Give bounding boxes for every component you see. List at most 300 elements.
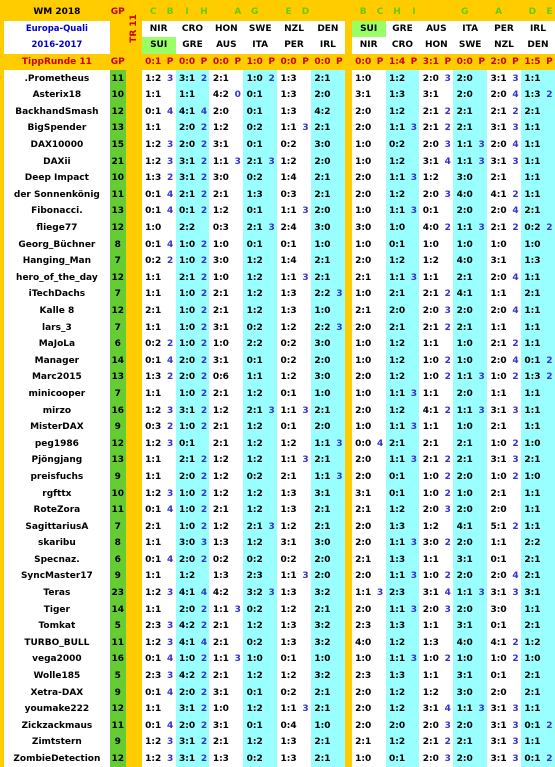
tip-points: [408, 153, 419, 170]
tip-score: 1:2: [209, 485, 232, 502]
tip-score: 2:1: [419, 104, 442, 121]
tip-score: 0:2: [277, 352, 300, 369]
spacer: [126, 435, 142, 452]
tip-score: 1:0: [209, 336, 232, 353]
team-home: PER: [487, 21, 521, 38]
tip-points: [510, 684, 521, 701]
tip-points: 3: [408, 568, 419, 585]
player-name: Pjöngjang: [4, 452, 110, 469]
tip-score: 2:1: [453, 734, 476, 751]
tip-score: 1:2: [142, 585, 165, 602]
spacer: [345, 386, 352, 403]
tip-score: 1:0: [243, 70, 266, 87]
tip-score: 3:1: [453, 552, 476, 569]
tip-score: 4:1: [487, 635, 510, 652]
tip-score: 1:1: [521, 518, 544, 535]
tip-points: [476, 87, 487, 104]
tip-points: [476, 70, 487, 87]
tip-points: [544, 236, 555, 253]
spacer: [345, 303, 352, 320]
spacer: [345, 286, 352, 303]
tip-score: 2:1: [209, 435, 232, 452]
tip-points: [544, 601, 555, 618]
tip-points: [232, 568, 243, 585]
tip-points: 2: [198, 319, 209, 336]
tip-score: 2:1: [311, 70, 334, 87]
player-name: MisterDAX: [4, 419, 110, 436]
tip-points: [266, 568, 277, 585]
result-score: 0:0: [277, 54, 300, 71]
tip-points: [510, 286, 521, 303]
tip-score: 0:1: [521, 751, 544, 767]
spacer: [345, 120, 352, 137]
tip-score: 2:1: [453, 319, 476, 336]
tip-points: 2: [165, 419, 176, 436]
tip-points: 3: [334, 286, 345, 303]
tip-score: 2:1: [209, 734, 232, 751]
player-name: minicooper: [4, 386, 110, 403]
tip-points: [266, 286, 277, 303]
spacer: [345, 469, 352, 486]
tip-score: 1:1: [176, 87, 199, 104]
tip-points: 2: [544, 751, 555, 767]
tip-score: 1:1: [142, 319, 165, 336]
tip-points: 3: [442, 137, 453, 154]
tip-score: 1:1: [419, 336, 442, 353]
tip-points: 2: [198, 552, 209, 569]
table-row: [4, 684, 555, 701]
tip-points: [266, 319, 277, 336]
spacer: [126, 270, 142, 287]
tip-points: [375, 153, 386, 170]
table-row: [4, 568, 555, 585]
team-away: GRE: [176, 37, 210, 54]
tip-score: 1:0: [419, 651, 442, 668]
player-points: 7: [110, 286, 126, 303]
tip-points: [375, 137, 386, 154]
tip-score: 0:1: [142, 552, 165, 569]
spacer: [126, 203, 142, 220]
tip-score: 1:1: [142, 601, 165, 618]
tip-points: [334, 601, 345, 618]
tip-score: 1:1: [521, 402, 544, 419]
tip-score: 2:1: [487, 419, 510, 436]
tip-points: [266, 452, 277, 469]
spacer: [345, 21, 352, 38]
tip-points: [408, 485, 419, 502]
spacer: [126, 701, 142, 718]
tip-score: 1:1: [521, 734, 544, 751]
tip-points: [544, 684, 555, 701]
tip-points: [232, 618, 243, 635]
points-header: P: [334, 54, 345, 71]
spacer: [345, 518, 352, 535]
table-row: [4, 170, 555, 187]
tip-points: 2: [442, 369, 453, 386]
table-row: [4, 253, 555, 270]
tip-score: 1:2: [243, 419, 266, 436]
spacer: [345, 635, 352, 652]
tip-points: 3: [510, 734, 521, 751]
tip-points: [476, 668, 487, 685]
tip-points: [476, 435, 487, 452]
tip-score: 1:0: [209, 701, 232, 718]
tip-score: 0:1: [277, 651, 300, 668]
tip-score: 1:0: [453, 485, 476, 502]
player-points: 13: [110, 369, 126, 386]
tip-points: [334, 485, 345, 502]
tip-score: 2:1: [521, 203, 544, 220]
tip-score: 1:1: [209, 601, 232, 618]
table-row: [4, 618, 555, 635]
player-points: 13: [110, 452, 126, 469]
tip-points: [544, 286, 555, 303]
tip-score: 1:0: [176, 419, 199, 436]
tip-score: 1:0: [352, 751, 375, 767]
tip-points: [300, 187, 311, 204]
tip-points: [266, 203, 277, 220]
spacer: [126, 70, 142, 87]
tip-score: 1:2: [243, 701, 266, 718]
player-points: 11: [110, 502, 126, 519]
tip-points: [334, 502, 345, 519]
tip-score: 3:1: [352, 485, 375, 502]
tip-points: [476, 270, 487, 287]
tip-score: 1:1: [386, 203, 409, 220]
tip-points: [408, 220, 419, 237]
tip-points: [375, 485, 386, 502]
tip-points: [300, 485, 311, 502]
tip-score: 2:1: [176, 452, 199, 469]
tip-points: [165, 518, 176, 535]
tip-points: 2: [442, 568, 453, 585]
tip-points: [266, 668, 277, 685]
tip-points: 2: [198, 369, 209, 386]
tip-points: [375, 253, 386, 270]
tip-score: 1:0: [487, 236, 510, 253]
tip-score: 3:0: [487, 601, 510, 618]
tip-score: 2:1: [209, 187, 232, 204]
tip-points: [510, 668, 521, 685]
tip-points: [266, 303, 277, 320]
tip-points: 3: [165, 435, 176, 452]
tip-score: 1:2: [386, 684, 409, 701]
tip-score: 4:2: [176, 618, 199, 635]
spacer: [345, 601, 352, 618]
tip-score: 1:0: [176, 386, 199, 403]
tip-points: [300, 718, 311, 735]
tip-points: 3: [510, 153, 521, 170]
tip-score: 2:1: [453, 270, 476, 287]
tip-points: 3: [375, 585, 386, 602]
tip-points: [300, 435, 311, 452]
tip-score: 1:3: [277, 635, 300, 652]
tip-points: [544, 585, 555, 602]
tip-points: 2: [544, 718, 555, 735]
points-header: P: [408, 54, 419, 71]
tip-score: 0:2: [142, 336, 165, 353]
tip-points: 3: [476, 402, 487, 419]
tip-score: 0:1: [419, 203, 442, 220]
spacer: [126, 170, 142, 187]
spacer: [126, 552, 142, 569]
player-name: Asterix18: [4, 87, 110, 104]
table-row: [4, 718, 555, 735]
tip-score: 2:0: [487, 352, 510, 369]
tip-score: 2:1: [311, 253, 334, 270]
player-name: Deep Impact: [4, 170, 110, 187]
tip-score: 2:0: [352, 535, 375, 552]
tip-points: [408, 635, 419, 652]
tip-score: 1:1: [386, 651, 409, 668]
player-points: 13: [110, 120, 126, 137]
tip-score: 4:2: [209, 585, 232, 602]
tip-points: [300, 153, 311, 170]
tip-score: 1:0: [311, 651, 334, 668]
tip-score: 1:1: [386, 170, 409, 187]
tip-score: 1:0: [487, 435, 510, 452]
tip-score: 0:1: [386, 485, 409, 502]
spacer: [126, 618, 142, 635]
tip-score: 2:0: [453, 601, 476, 618]
tip-score: 2:0: [487, 303, 510, 320]
tip-points: [476, 319, 487, 336]
tip-points: 3: [232, 601, 243, 618]
tip-score: 2:0: [311, 552, 334, 569]
tip-points: [476, 618, 487, 635]
tip-points: 2: [198, 303, 209, 320]
tip-score: 0:4: [277, 718, 300, 735]
tip-score: 2:0: [352, 187, 375, 204]
tip-points: [375, 170, 386, 187]
spacer: [345, 270, 352, 287]
tip-points: [476, 535, 487, 552]
group-letter: I: [176, 4, 199, 21]
tip-points: 2: [442, 402, 453, 419]
tip-points: 2: [198, 601, 209, 618]
tip-points: [232, 502, 243, 519]
player-name: Specnaz.: [4, 552, 110, 569]
tip-score: 2:0: [419, 303, 442, 320]
tip-score: 1:1: [521, 502, 544, 519]
player-name: youmake222: [4, 701, 110, 718]
tip-score: 3:1: [209, 352, 232, 369]
tip-points: [408, 336, 419, 353]
tip-points: [408, 70, 419, 87]
tip-points: [232, 552, 243, 569]
tip-score: 2:1: [311, 270, 334, 287]
tip-points: [408, 369, 419, 386]
tip-score: 2:1: [386, 286, 409, 303]
tip-points: [300, 469, 311, 486]
tip-points: [544, 187, 555, 204]
tip-score: 0:3: [142, 419, 165, 436]
tip-points: [476, 120, 487, 137]
tip-score: 2:0: [352, 469, 375, 486]
tip-points: [266, 120, 277, 137]
tip-score: 1:1: [453, 220, 476, 237]
group-letter: [510, 4, 521, 21]
tip-points: 3: [476, 369, 487, 386]
tip-points: 3: [165, 734, 176, 751]
tip-score: 2:1: [311, 120, 334, 137]
result-score: 0:1: [142, 54, 165, 71]
tip-score: 2:3: [386, 585, 409, 602]
tip-points: 3: [510, 701, 521, 718]
tip-points: [544, 452, 555, 469]
tip-score: 1:3: [386, 618, 409, 635]
tip-score: 2:0: [419, 137, 442, 154]
tip-points: [232, 286, 243, 303]
result-score: 0:0: [176, 54, 199, 71]
tip-points: [375, 568, 386, 585]
player-points: 11: [110, 70, 126, 87]
tip-score: 1:1: [311, 435, 334, 452]
tip-points: [544, 435, 555, 452]
tip-score: 1:0: [487, 369, 510, 386]
spacer: [345, 751, 352, 767]
tip-points: [544, 535, 555, 552]
tip-score: 0:1: [277, 386, 300, 403]
tip-points: [165, 120, 176, 137]
tip-points: [266, 618, 277, 635]
team-home: AUS: [419, 21, 453, 38]
result-score: 0:0: [209, 54, 232, 71]
tip-points: 3: [300, 452, 311, 469]
tip-points: [232, 668, 243, 685]
tip-score: 1:0: [487, 651, 510, 668]
tip-points: 2: [198, 70, 209, 87]
tip-points: 3: [408, 203, 419, 220]
tip-score: 1:0: [311, 303, 334, 320]
table-row: [4, 535, 555, 552]
group-letter: A: [487, 4, 510, 21]
tip-score: 2:0: [419, 70, 442, 87]
tip-score: 1:3: [209, 568, 232, 585]
tip-score: 2:0: [487, 684, 510, 701]
tip-score: 1:1: [487, 319, 510, 336]
tip-points: [476, 601, 487, 618]
tip-points: 3: [165, 751, 176, 767]
spacer: [126, 236, 142, 253]
tip-score: 1:2: [209, 203, 232, 220]
tip-score: 1:0: [521, 651, 544, 668]
tip-score: 0:2: [243, 601, 266, 618]
tip-points: [375, 734, 386, 751]
tip-score: 4:1: [176, 585, 199, 602]
tip-points: [408, 402, 419, 419]
tip-score: 1:3: [277, 751, 300, 767]
tip-score: 1:3: [386, 87, 409, 104]
tip-score: 3:1: [487, 253, 510, 270]
tip-points: [165, 303, 176, 320]
tip-points: [334, 270, 345, 287]
result-score: 1:0: [243, 54, 266, 71]
tip-points: [334, 684, 345, 701]
table-row: [4, 303, 555, 320]
tip-points: [300, 369, 311, 386]
tip-points: [165, 601, 176, 618]
player-points: 15: [110, 137, 126, 154]
tip-points: [375, 618, 386, 635]
tip-points: [165, 701, 176, 718]
tip-score: 2:1: [311, 684, 334, 701]
tip-score: 2:2: [243, 336, 266, 353]
tip-score: 2:1: [352, 502, 375, 519]
tip-score: 1:2: [386, 352, 409, 369]
tip-points: [375, 369, 386, 386]
tip-points: [266, 502, 277, 519]
tip-points: 2: [198, 203, 209, 220]
tip-points: [266, 369, 277, 386]
tip-score: 4:1: [453, 518, 476, 535]
tip-score: 2:1: [419, 435, 442, 452]
tip-score: 2:1: [243, 153, 266, 170]
tip-score: 3:2: [311, 635, 334, 652]
tip-points: 2: [198, 651, 209, 668]
tip-score: 1:3: [521, 87, 544, 104]
player-points: 14: [110, 601, 126, 618]
season: 2016-2017: [4, 37, 110, 54]
tip-score: 0:1: [142, 104, 165, 121]
tip-score: 2:1: [386, 435, 409, 452]
tip-score: 2:0: [176, 601, 199, 618]
tip-points: [334, 203, 345, 220]
tip-score: 3:1: [487, 751, 510, 767]
tip-points: [375, 502, 386, 519]
tip-points: [544, 651, 555, 668]
spacer: [345, 153, 352, 170]
tip-score: 1:0: [453, 352, 476, 369]
tip-score: 3:0: [352, 220, 375, 237]
tip-score: 1:2: [142, 435, 165, 452]
tip-score: 1:0: [311, 718, 334, 735]
tip-score: 1:2: [277, 518, 300, 535]
tip-points: 2: [198, 684, 209, 701]
spacer: [126, 369, 142, 386]
tip-score: 2:0: [176, 137, 199, 154]
tip-points: 2: [442, 651, 453, 668]
tip-score: 1:3: [277, 286, 300, 303]
tip-points: [266, 104, 277, 121]
tip-score: 2:1: [311, 701, 334, 718]
player-name: peg1986: [4, 435, 110, 452]
tip-score: 1:2: [142, 635, 165, 652]
tip-points: [375, 220, 386, 237]
tip-score: 0:2: [521, 220, 544, 237]
tip-score: 4:2: [176, 668, 199, 685]
tip-points: [476, 485, 487, 502]
tip-score: 2:1: [419, 734, 442, 751]
tip-points: 2: [198, 751, 209, 767]
tip-score: 3:1: [176, 402, 199, 419]
tip-points: 3: [510, 120, 521, 137]
tip-score: 0:1: [277, 419, 300, 436]
tip-score: 1:0: [419, 369, 442, 386]
player-points: 9: [110, 469, 126, 486]
tip-score: 2:1: [277, 469, 300, 486]
tip-points: 3: [510, 718, 521, 735]
tip-points: [266, 635, 277, 652]
tip-score: 1:2: [142, 402, 165, 419]
tip-points: [232, 203, 243, 220]
tip-points: [408, 502, 419, 519]
tip-points: [476, 187, 487, 204]
player-name: mirzo: [4, 402, 110, 419]
spacer: [126, 585, 142, 602]
tip-score: 2:0: [419, 751, 442, 767]
tip-points: 2: [544, 220, 555, 237]
